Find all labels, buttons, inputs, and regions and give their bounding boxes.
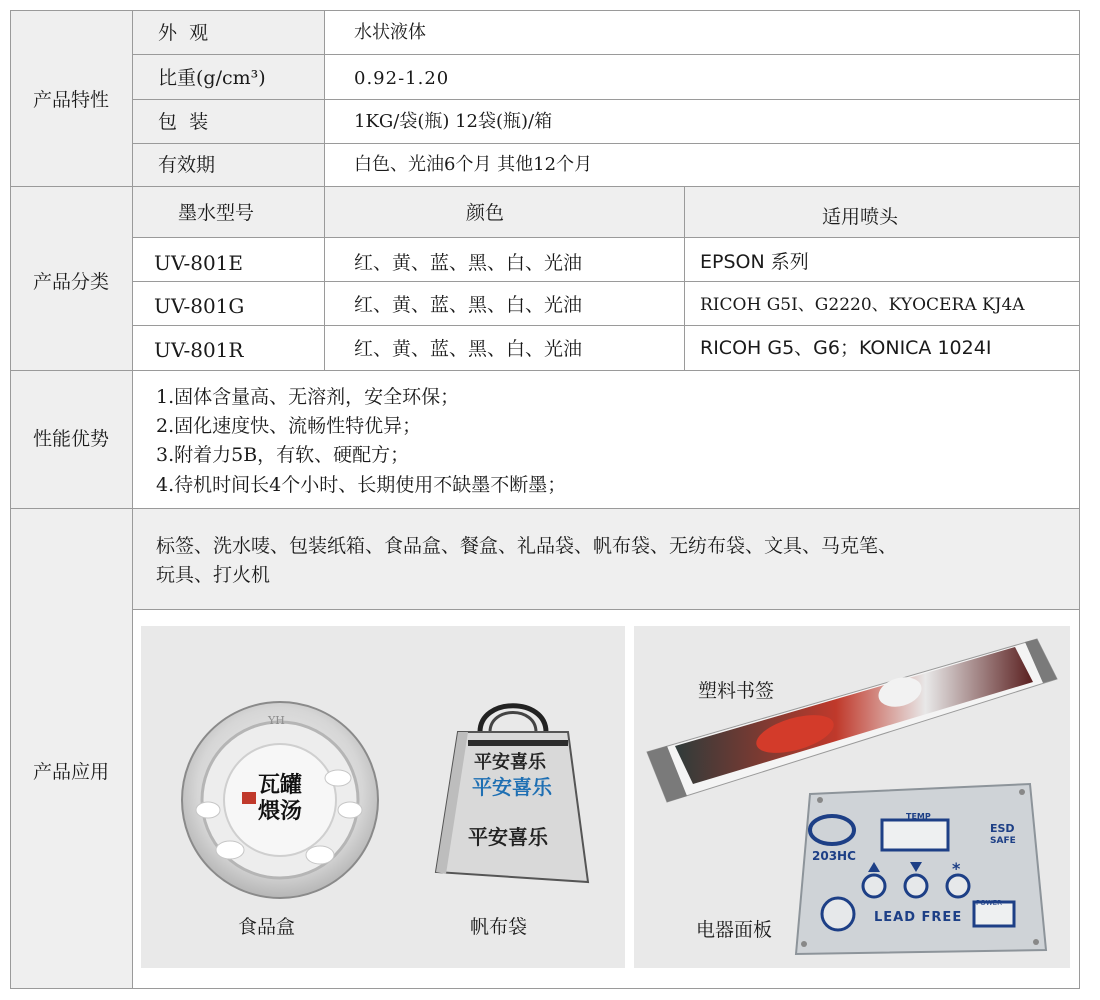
applications-category-label: 产品应用 <box>32 761 109 783</box>
classification-category-bg <box>10 237 132 370</box>
caption-electrical-panel: 电器面板 <box>696 919 773 941</box>
advantage-item: 3.附着力5B，有软、硬配方； <box>156 444 410 466</box>
classification-category-label: 产品分类 <box>32 271 109 293</box>
food-box-lid-text: 煨汤 <box>258 798 303 824</box>
property-value-shelf-life: 白色、光油6个月 其他12个月 <box>354 154 593 175</box>
header-print-head: 适用喷头 <box>822 206 899 228</box>
caption-food-box: 食品盒 <box>238 916 296 938</box>
bag-print-text: 平安喜乐 <box>472 775 552 799</box>
applications-text-line1: 标签、洗水唛、包装纸箱、食品盒、餐盒、礼品袋、帆布袋、无纺布袋、文具、马克笔、 <box>156 535 898 557</box>
advantages-category-label: 性能优势 <box>32 428 109 450</box>
bag-print-text: 平安喜乐 <box>468 825 548 849</box>
panel-temp-label: TEMP <box>906 812 931 821</box>
property-label-density: 比重(g/cm³) <box>158 67 266 89</box>
property-label-packaging: 包 装 <box>158 111 209 133</box>
colors-cell: 红、黄、蓝、黑、白、光油 <box>354 338 583 360</box>
classification-header-bg <box>10 187 1079 237</box>
header-color: 颜色 <box>466 202 505 224</box>
advantage-item: 1.固体含量高、无溶剂，安全环保； <box>156 386 460 408</box>
applications-text-bg <box>133 509 1079 609</box>
panel-star-label: * <box>952 859 961 878</box>
property-value-density: 0.92-1.20 <box>354 68 450 89</box>
applications-category-bg <box>10 509 132 988</box>
colors-cell: 红、黄、蓝、黑、白、光油 <box>354 252 583 274</box>
applications-text-line2: 玩具、打火机 <box>156 564 271 586</box>
bag-print-text: 平安喜乐 <box>474 752 546 773</box>
colors-cell: 红、黄、蓝、黑、白、光油 <box>354 294 583 316</box>
property-label-shelf-life: 有效期 <box>158 154 216 176</box>
food-box-lid-text: 瓦罐 <box>258 772 303 798</box>
advantage-item: 4.待机时间长4个小时、长期使用不缺墨不断墨； <box>156 474 567 496</box>
model-cell: UV-801E <box>154 251 243 275</box>
panel-esd-label: ESD <box>990 822 1015 835</box>
heads-cell: EPSON 系列 <box>700 251 809 273</box>
heads-cell: RICOH G5I、G2220、KYOCERA KJ4A <box>700 295 1025 315</box>
caption-bookmark: 塑料书签 <box>698 680 775 702</box>
panel-lead-free-label: LEAD FREE <box>874 910 963 925</box>
header-model: 墨水型号 <box>178 202 255 224</box>
food-box-small-text: YH <box>268 714 285 727</box>
model-cell: UV-801G <box>154 294 245 318</box>
properties-category-label: 产品特性 <box>32 89 109 111</box>
property-label-appearance: 外 观 <box>158 22 209 44</box>
advantage-item: 2.固化速度快、流畅性特优异； <box>156 415 422 437</box>
property-value-packaging: 1KG/袋(瓶) 12袋(瓶)/箱 <box>354 111 553 132</box>
caption-tote-bag: 帆布袋 <box>470 916 528 938</box>
property-value-appearance: 水状液体 <box>354 22 426 43</box>
model-cell: UV-801R <box>154 338 244 362</box>
panel-power-label: POWER <box>976 899 1002 907</box>
panel-model-label: 203HC <box>812 849 856 863</box>
panel-esd-label: SAFE <box>990 836 1016 846</box>
heads-cell: RICOH G5、G6；KONICA 1024I <box>700 337 992 359</box>
